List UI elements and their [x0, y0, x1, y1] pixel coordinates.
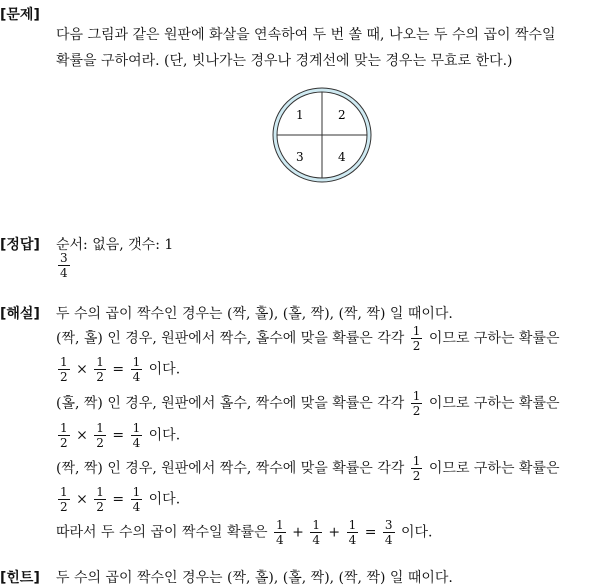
disk-number-4: 4 — [338, 150, 346, 164]
answer-tag: [정답] — [0, 237, 40, 253]
disk-number-3: 3 — [296, 150, 304, 164]
problem-line-1: 다음 그림과 같은 원판에 화살을 연속하여 두 번 쏠 때, 나오는 두 수의 곱이 짝수일 — [56, 27, 556, 43]
solution-final: 따라서 두 수의 곱이 짝수일 확률은 $\frac{1}{4}$ + $\frac{1}{4}$ + $\frac{1}{4}$ = $\frac{3}{4}$ 이다. — [56, 518, 433, 547]
target-disk — [268, 85, 378, 185]
disk-number-2: 2 — [338, 108, 346, 122]
solution-case-3: (짝, 짝) 인 경우, 원판에서 짝수, 짝수에 맞을 확률은 각각 $\frac{1}{2}$ 이므로 구하는 확률은 — [56, 454, 560, 483]
answer-fraction — [56, 251, 72, 280]
answer-line: 순서: 없음, 갯수: 1 — [56, 237, 174, 253]
problem-tag: [문제] — [0, 7, 40, 23]
solution-case-1: (짝, 홀) 인 경우, 원판에서 짝수, 홀수에 맞을 확률은 각각 $\frac{1}{2}$ 이므로 구하는 확률은 — [56, 324, 560, 353]
problem-line-2: 확률을 구하여라. (단, 빗나가는 경우나 경계선에 맞는 경우는 무효로 한다.) — [56, 53, 513, 69]
solution-case-3-calc: $\frac{1}{2}$ × $\frac{1}{2}$ = $\frac{1}{4}$ 이다. — [60, 485, 181, 514]
solution-case-1-calc: $\frac{1}{2}$ × $\frac{1}{2}$ = $\frac{1}{4}$ 이다. — [60, 355, 181, 384]
hint-line: 두 수의 곱이 짝수인 경우는 (짝, 홀), (홀, 짝), (짝, 짝) 일 때이다. — [56, 570, 453, 586]
disk-number-1: 1 — [296, 108, 304, 122]
solution-case-2-calc: $\frac{1}{2}$ × $\frac{1}{2}$ = $\frac{1}{4}$ 이다. — [60, 421, 181, 450]
solution-line-1: 두 수의 곱이 짝수인 경우는 (짝, 홀), (홀, 짝), (짝, 짝) 일 때이다. — [56, 306, 453, 322]
answer-frac-num: 3 — [60, 251, 68, 265]
solution-case-2: (홀, 짝) 인 경우, 원판에서 홀수, 짝수에 맞을 확률은 각각 $\frac{1}{2}$ 이므로 구하는 확률은 — [56, 389, 560, 418]
solution-tag: [해설] — [0, 306, 40, 322]
hint-tag: [힌트] — [0, 570, 40, 586]
answer-frac-den: 4 — [60, 266, 68, 280]
